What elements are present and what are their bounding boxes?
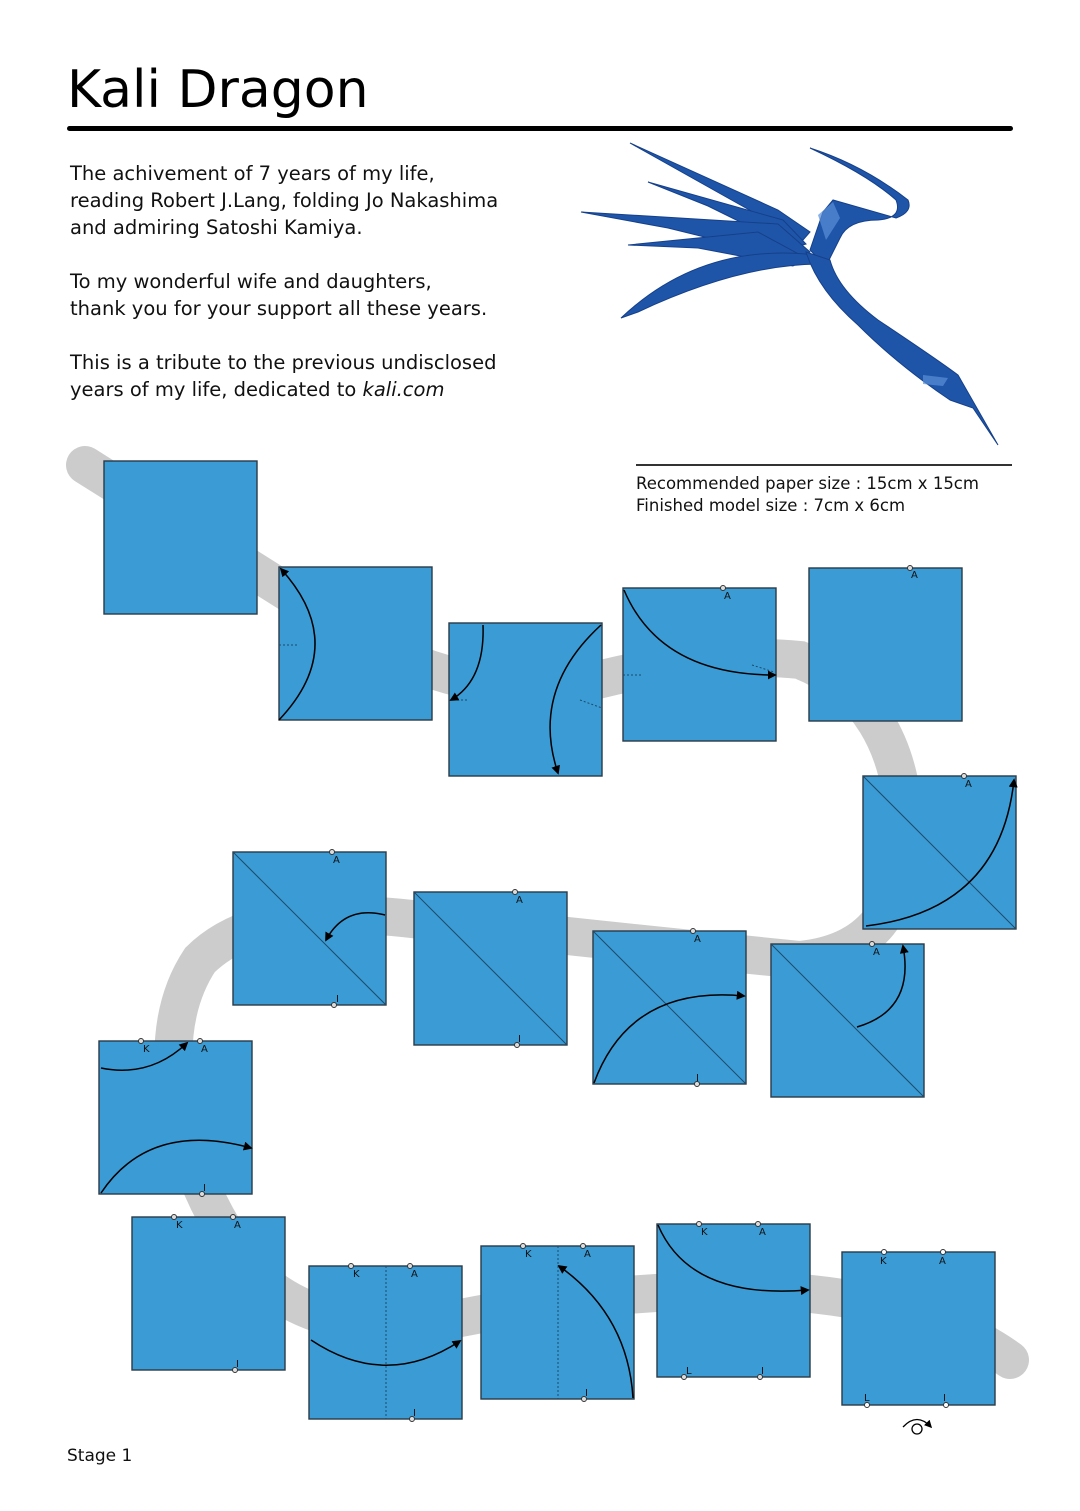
intro-paragraph-3: This is a tribute to the previous undisclosed years of my life, dedicated to kali.com [70,351,497,401]
stage-label: Stage 1 [67,1446,133,1466]
step-12-square [132,1217,285,1370]
svg-text:I: I [203,1183,206,1194]
svg-text:A: A [411,1269,418,1280]
svg-text:I: I [943,1393,946,1404]
svg-text:A: A [724,591,731,602]
step-11-square [99,1041,252,1194]
step-3-square [449,623,602,776]
svg-text:A: A [584,1249,591,1260]
svg-text:A: A [965,779,972,790]
step-16-square [842,1252,995,1405]
folding-diagram [0,430,1080,1440]
svg-text:I: I [761,1366,764,1377]
step-15-square [657,1224,810,1377]
step-2-square [279,567,432,720]
svg-text:K: K [176,1220,183,1231]
svg-text:A: A [873,947,880,958]
origami-dragon-photo [578,140,1018,460]
svg-text:K: K [880,1256,887,1267]
svg-text:K: K [525,1249,532,1260]
svg-text:K: K [143,1044,150,1055]
svg-text:I: I [585,1388,588,1399]
title-divider [67,126,1013,131]
model-size-text: Finished model size : 7cm x 6cm [636,496,906,515]
step-5-square [809,568,962,721]
svg-text:A: A [234,1220,241,1231]
page-title: Kali Dragon [67,60,369,120]
svg-text:K: K [353,1269,360,1280]
intro-paragraph-2: To my wonderful wife and daughters, thank you for your support all these years. [70,270,488,320]
svg-text:I: I [413,1408,416,1419]
dedication-link-text: kali.com [362,378,445,401]
svg-text:K: K [701,1227,708,1238]
svg-text:I: I [518,1034,521,1045]
paper-size-text: Recommended paper size : 15cm x 15cm [636,474,979,493]
svg-text:I: I [696,1073,699,1084]
svg-text:I: I [236,1359,239,1370]
svg-text:A: A [516,895,523,906]
step-4-square [623,588,776,741]
intro-text [70,160,590,430]
svg-text:A: A [939,1256,946,1267]
intro-paragraph-1: The achivement of 7 years of my life, reading Robert J.Lang, folding Jo Nakashima and admiring Satoshi Kamiya. [70,162,499,239]
turn-over-icon [903,1420,931,1435]
svg-text:I: I [336,994,339,1005]
svg-text:L: L [864,1393,870,1404]
svg-text:L: L [686,1366,692,1377]
step-1-square [104,461,257,614]
svg-text:A: A [759,1227,766,1238]
svg-text:A: A [911,570,918,581]
svg-text:A: A [201,1044,208,1055]
svg-text:A: A [333,855,340,866]
svg-text:A: A [694,934,701,945]
